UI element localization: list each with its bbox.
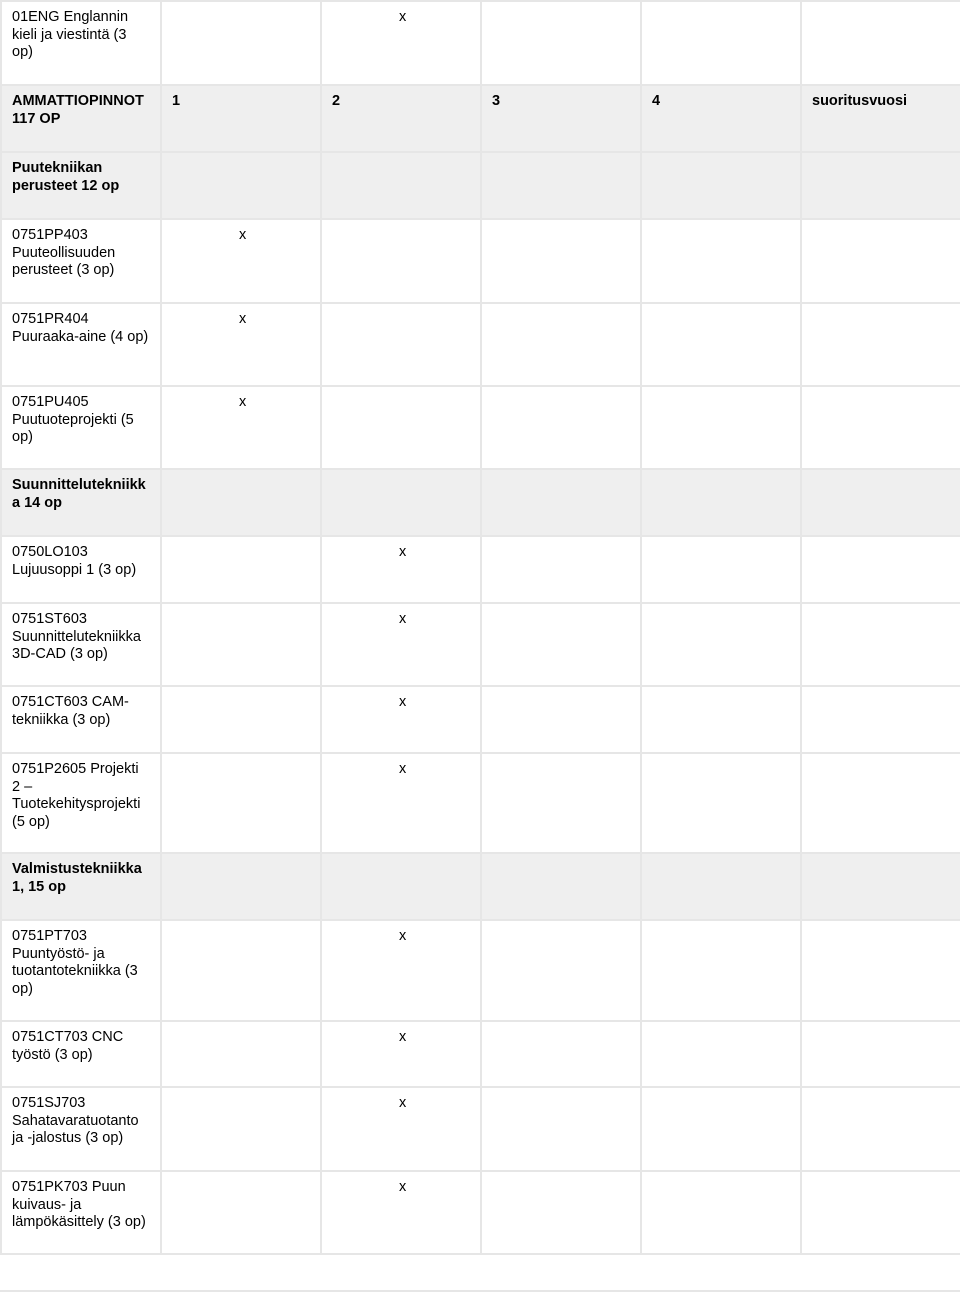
year-1-mark: x bbox=[161, 386, 321, 469]
year-1-mark: x bbox=[161, 303, 321, 386]
table-row bbox=[1, 603, 960, 686]
course-name: 0751CT703 CNC työstö (3 op) bbox=[1, 1021, 161, 1087]
year-4-mark bbox=[641, 303, 801, 386]
year-2-mark: x bbox=[321, 536, 481, 603]
year-1-mark bbox=[161, 753, 321, 853]
completion-year-mark bbox=[801, 603, 960, 686]
year-2-mark bbox=[321, 386, 481, 469]
year-4-mark bbox=[641, 1, 801, 85]
table-row bbox=[1, 1087, 960, 1171]
group-name: Suunnittelutekniikk a 14 op bbox=[1, 469, 161, 536]
year-4-mark bbox=[641, 1171, 801, 1254]
completion-year-mark bbox=[801, 920, 960, 1021]
table-row bbox=[1, 219, 960, 303]
year-3-mark bbox=[481, 1087, 641, 1171]
group-row bbox=[1, 152, 960, 219]
year-2-mark bbox=[321, 219, 481, 303]
completion-year-mark bbox=[801, 1087, 960, 1171]
column-header-year-4: 4 bbox=[641, 85, 801, 152]
year-3-mark bbox=[481, 1, 641, 85]
year-2-mark: x bbox=[321, 1, 481, 85]
year-4-mark bbox=[641, 219, 801, 303]
year-2-mark: x bbox=[321, 603, 481, 686]
table-row bbox=[1, 753, 960, 853]
year-2-mark: x bbox=[321, 686, 481, 753]
year-1-mark bbox=[161, 603, 321, 686]
group-row bbox=[1, 469, 960, 536]
table-row bbox=[1, 686, 960, 753]
table-row bbox=[1, 303, 960, 386]
completion-year-mark bbox=[801, 536, 960, 603]
course-name: 0751PK703 Puun kuivaus- ja lämpökäsittely (3 op) bbox=[1, 1171, 161, 1254]
course-name: 0751PT703 Puuntyöstö- ja tuotantotekniikka (3 op) bbox=[1, 920, 161, 1021]
course-name: 0751ST603 Suunnittelutekniikka 3D-CAD (3 op) bbox=[1, 603, 161, 686]
table-row bbox=[1, 1, 960, 85]
year-1-mark: x bbox=[161, 219, 321, 303]
year-4-mark bbox=[641, 386, 801, 469]
completion-year-mark bbox=[801, 1, 960, 85]
year-4-mark bbox=[641, 753, 801, 853]
completion-year-mark bbox=[801, 686, 960, 753]
year-4-mark bbox=[641, 536, 801, 603]
completion-year-mark bbox=[801, 1021, 960, 1087]
year-3-mark bbox=[481, 1021, 641, 1087]
year-3-mark bbox=[481, 920, 641, 1021]
column-header-completion-year: suoritusvuosi bbox=[801, 85, 960, 152]
year-3-mark bbox=[481, 1171, 641, 1254]
table-row bbox=[1, 386, 960, 469]
column-header-year-2: 2 bbox=[321, 85, 481, 152]
year-2-mark: x bbox=[321, 920, 481, 1021]
course-name: 01ENG Englannin kieli ja viestintä (3 op) bbox=[1, 1, 161, 85]
group-name: Puutekniikan perusteet 12 op bbox=[1, 152, 161, 219]
course-name: 0751P2605 Projekti 2 – Tuotekehitysprojekti (5 op) bbox=[1, 753, 161, 853]
year-4-mark bbox=[641, 603, 801, 686]
table-row bbox=[1, 1021, 960, 1087]
year-4-mark bbox=[641, 686, 801, 753]
year-1-mark bbox=[161, 1, 321, 85]
column-header-year-1: 1 bbox=[161, 85, 321, 152]
completion-year-mark bbox=[801, 753, 960, 853]
completion-year-mark bbox=[801, 1171, 960, 1254]
year-4-mark bbox=[641, 1021, 801, 1087]
year-1-mark bbox=[161, 1171, 321, 1254]
completion-year-mark bbox=[801, 219, 960, 303]
year-3-mark bbox=[481, 303, 641, 386]
year-1-mark bbox=[161, 536, 321, 603]
table-row bbox=[1, 536, 960, 603]
page-bottom-rule bbox=[0, 1290, 960, 1292]
course-name: 0751SJ703 Sahatavaratuotanto ja -jalostus (3 op) bbox=[1, 1087, 161, 1171]
year-1-mark bbox=[161, 686, 321, 753]
year-3-mark bbox=[481, 219, 641, 303]
year-4-mark bbox=[641, 920, 801, 1021]
table-row bbox=[1, 920, 960, 1021]
course-name: 0750LO103 Lujuusoppi 1 (3 op) bbox=[1, 536, 161, 603]
section-title: AMMATTIOPINNOT 117 OP bbox=[1, 85, 161, 152]
year-2-mark: x bbox=[321, 753, 481, 853]
year-2-mark: x bbox=[321, 1171, 481, 1254]
group-row bbox=[1, 853, 960, 920]
header-row bbox=[1, 85, 960, 152]
course-name: 0751PR404 Puuraaka-aine (4 op) bbox=[1, 303, 161, 386]
year-3-mark bbox=[481, 686, 641, 753]
year-3-mark bbox=[481, 536, 641, 603]
year-2-mark: x bbox=[321, 1087, 481, 1171]
course-name: 0751CT603 CAM-tekniikka (3 op) bbox=[1, 686, 161, 753]
year-3-mark bbox=[481, 753, 641, 853]
year-3-mark bbox=[481, 386, 641, 469]
table-row bbox=[1, 1171, 960, 1254]
year-4-mark bbox=[641, 1087, 801, 1171]
completion-year-mark bbox=[801, 303, 960, 386]
completion-year-mark bbox=[801, 386, 960, 469]
year-2-mark: x bbox=[321, 1021, 481, 1087]
course-name: 0751PU405 Puutuoteprojekti (5 op) bbox=[1, 386, 161, 469]
column-header-year-3: 3 bbox=[481, 85, 641, 152]
year-3-mark bbox=[481, 603, 641, 686]
course-name: 0751PP403 Puuteollisuuden perusteet (3 op) bbox=[1, 219, 161, 303]
year-1-mark bbox=[161, 1021, 321, 1087]
group-name: Valmistustekniikka 1, 15 op bbox=[1, 853, 161, 920]
year-1-mark bbox=[161, 1087, 321, 1171]
year-1-mark bbox=[161, 920, 321, 1021]
year-2-mark bbox=[321, 303, 481, 386]
